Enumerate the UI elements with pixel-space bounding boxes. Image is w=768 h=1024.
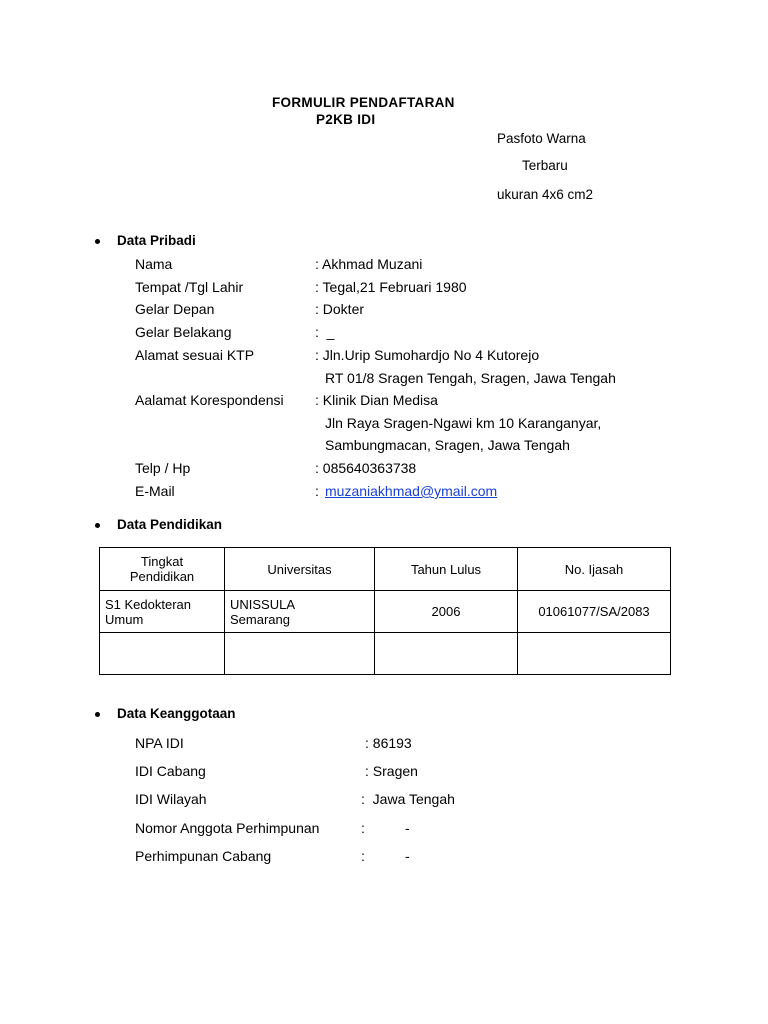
value-idi-cabang: : Sragen [365,763,418,779]
label-gelar-depan: Gelar Depan [135,301,215,317]
cell-empty [518,633,671,675]
cell-empty [100,633,225,675]
cell-tingkat-line2: Umum [105,611,144,627]
label-telp: Telp / Hp [135,460,191,476]
section-heading-keanggotaan: Data Keanggotaan [117,706,236,721]
bullet-icon [95,712,100,717]
value-gelar-depan: : Dokter [315,301,365,317]
cell-tahun-lulus: 2006 [375,591,518,633]
cell-tingkat-line1: S1 Kedokteran [105,596,192,612]
value-ttl: : Tegal,21 Februari 1980 [315,279,467,295]
value-nomor-anggota: - [405,820,410,836]
label-alamat-korespondensi: Aalamat Korespondensi [135,392,284,408]
label-npa-idi: NPA IDI [135,735,184,751]
label-ttl: Tempat /Tgl Lahir [135,279,244,295]
header-tahun-lulus: Tahun Lulus [375,548,518,591]
section-heading-pendidikan: Data Pendidikan [117,517,223,532]
value-alamat-korespondensi-3: Sambungmacan, Sragen, Jawa Tengah [325,437,570,453]
form-title: FORMULIR PENDAFTARAN [272,95,455,110]
section-heading-pribadi: Data Pribadi [117,233,196,248]
email-colon: : [315,483,319,499]
email-link[interactable]: muzaniakhmad@ymail.com [325,483,498,499]
header-tingkat-line2: Pendidikan [129,569,195,584]
education-table [99,547,671,675]
value-alamat-ktp-2: RT 01/8 Sragen Tengah, Sragen, Jawa Tengah [325,370,616,386]
header-tingkat-line1: Tingkat [140,554,184,569]
bullet-icon [95,523,100,528]
colon-perhimpunan-cabang: : [361,848,365,864]
value-gelar-belakang: : _ [315,324,335,340]
colon-nomor-anggota: : [361,820,365,836]
table-row [100,591,671,633]
photo-label-2: Terbaru [522,158,568,173]
cell-universitas [225,591,375,633]
value-npa-idi: : 86193 [365,735,412,751]
photo-label-1: Pasfoto Warna [497,131,586,146]
label-email: E-Mail [135,483,175,499]
cell-tingkat [100,591,225,633]
cell-no-ijasah: 01061077/SA/2083 [518,591,671,633]
value-telp: : 085640363738 [315,460,417,476]
photo-label-3: ukuran 4x6 cm2 [497,187,594,202]
cell-empty [225,633,375,675]
value-alamat-korespondensi-2: Jln Raya Sragen-Ngawi km 10 Karanganyar, [325,415,602,431]
cell-empty [375,633,518,675]
value-perhimpunan-cabang: - [405,848,410,864]
header-universitas: Universitas [225,548,375,591]
value-idi-wilayah: : Jawa Tengah [361,791,455,807]
header-no-ijasah: No. Ijasah [518,548,671,591]
value-nama: : Akhmad Muzani [315,256,423,272]
table-header-row [100,548,671,591]
table-row-empty [100,633,671,675]
cell-universitas-line2: Semarang [230,611,290,627]
label-idi-wilayah: IDI Wilayah [135,791,207,807]
label-alamat-ktp: Alamat sesuai KTP [135,347,255,363]
value-alamat-ktp: : Jln.Urip Sumohardjo No 4 Kutorejo [315,347,540,363]
header-tingkat [100,548,225,591]
label-perhimpunan-cabang: Perhimpunan Cabang [135,848,272,864]
label-nama: Nama [135,256,173,272]
bullet-icon [95,239,100,244]
label-idi-cabang: IDI Cabang [135,763,206,779]
label-gelar-belakang: Gelar Belakang [135,324,232,340]
label-nomor-anggota: Nomor Anggota Perhimpunan [135,820,320,836]
value-alamat-korespondensi: : Klinik Dian Medisa [315,392,438,408]
form-subtitle: P2KB IDI [316,112,376,127]
cell-universitas-line1: UNISSULA [230,596,296,612]
